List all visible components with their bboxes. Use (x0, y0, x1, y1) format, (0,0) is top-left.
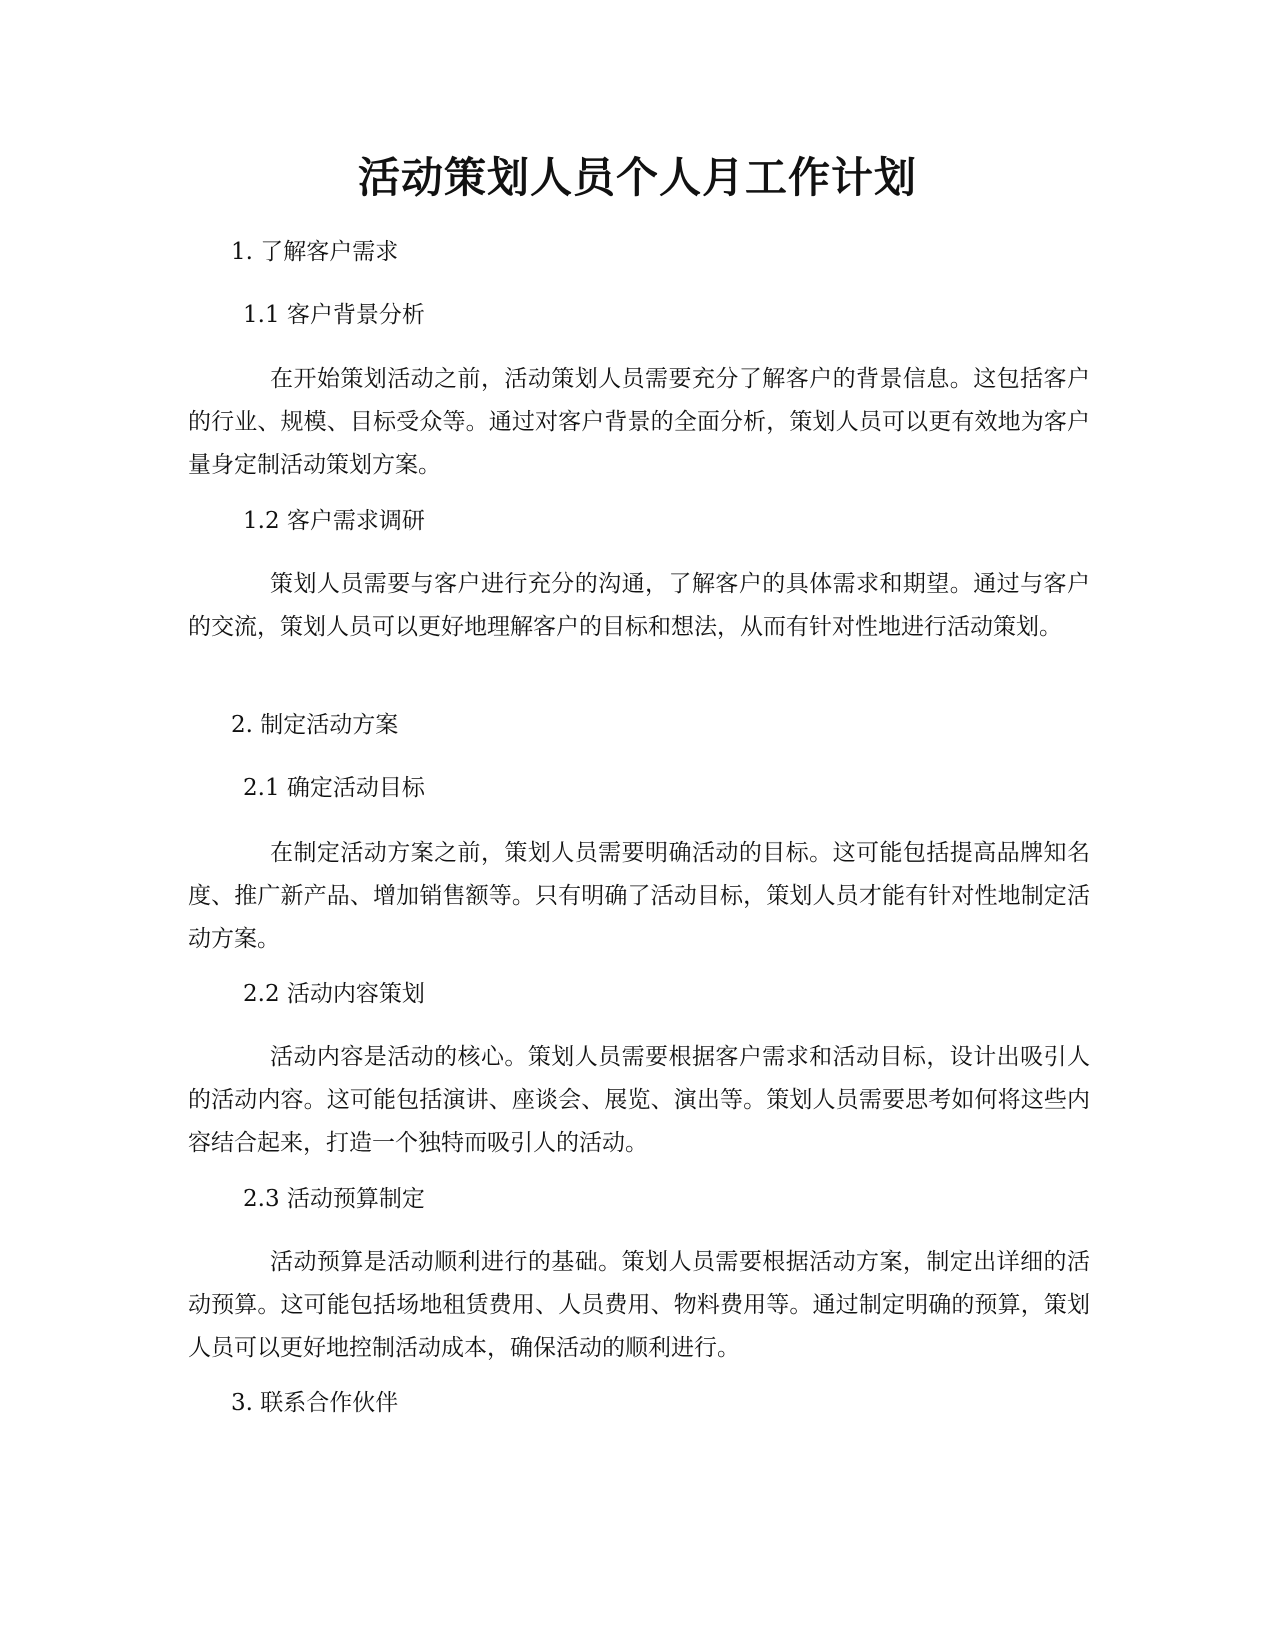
subsection-heading: 2.3 活动预算制定 (243, 1186, 425, 1212)
section-heading: 1. 了解客户需求 (231, 239, 399, 265)
section-heading: 2. 制定活动方案 (231, 712, 399, 738)
paragraph: 策划人员需要与客户进行充分的沟通，了解客户的具体需求和期望。通过与客户的交流，策划人员可以更好地理解客户的目标和想法，从而有针对性地进行活动策划。 (188, 571, 1090, 640)
paragraph: 活动内容是活动的核心。策划人员需要根据客户需求和活动目标，设计出吸引人的活动内容。这可能包括演讲、座谈会、展览、演出等。策划人员需要思考如何将这些内容结合起来，打造一个独特而吸引人的活动。 (188, 1044, 1090, 1156)
subsection-heading: 2.2 活动内容策划 (243, 981, 425, 1007)
document-title: 活动策划人员个人月工作计划 (357, 153, 917, 202)
section-heading: 3. 联系合作伙伴 (231, 1390, 399, 1416)
paragraph: 在开始策划活动之前，活动策划人员需要充分了解客户的背景信息。这包括客户的行业、规模、目标受众等。通过对客户背景的全面分析，策划人员可以更有效地为客户量身定制活动策划方案。 (188, 366, 1090, 478)
paragraph: 在制定活动方案之前，策划人员需要明确活动的目标。这可能包括提高品牌知名度、推广新产品、增加销售额等。只有明确了活动目标，策划人员才能有针对性地制定活动方案。 (188, 840, 1090, 952)
subsection-heading: 2.1 确定活动目标 (243, 775, 425, 801)
subsection-heading: 1.1 客户背景分析 (243, 302, 425, 328)
subsection-heading: 1.2 客户需求调研 (243, 508, 425, 534)
paragraph: 活动预算是活动顺利进行的基础。策划人员需要根据活动方案，制定出详细的活动预算。这可能包括场地租赁费用、人员费用、物料费用等。通过制定明确的预算，策划人员可以更好地控制活动成本，确保活动的顺利进行。 (188, 1249, 1090, 1361)
